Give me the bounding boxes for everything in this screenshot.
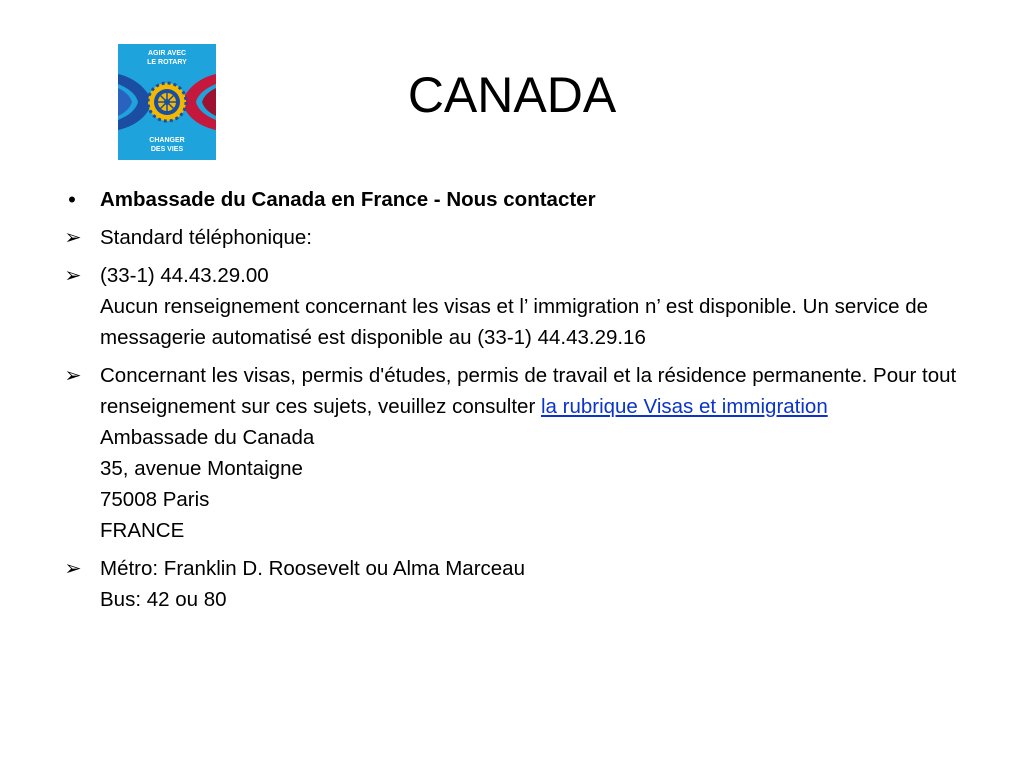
list-item-visas [60,360,965,546]
svg-text:CHANGER: CHANGER [149,137,185,144]
embassy-heading: Ambassade du Canada en France - Nous contacter [100,188,596,211]
arrow-bullet-icon: ➢ [64,264,82,287]
slide-content [60,184,965,622]
address-line: 75008 Paris [100,488,210,511]
arrow-bullet-icon: ➢ [64,364,82,387]
list-item-standard [60,222,965,253]
arrow-bullet-icon: ➢ [64,226,82,249]
slide-title: CANADA [407,67,617,123]
address-line: Ambassade du Canada [100,426,315,449]
visas-immigration-link[interactable]: la rubrique Visas et immigration [540,395,828,418]
standard-label: Standard téléphonique: [100,226,313,249]
bullet-icon: • [68,187,76,212]
list-item-phone [60,260,965,353]
phone-note: Aucun renseignement concernant les visas et l’ immigration n’ est disponible. Un service de messagerie automatisé est disponible au (33-1) 44.43.29.16 [100,295,929,349]
address-line: 35, avenue Montaigne [100,457,303,480]
bus-info: Bus: 42 ou 80 [100,588,227,611]
visas-text: Concernant les visas, permis d'études, permis de travail et la résidence permanente. Pour tout renseignement sur ces sujets, veuillez consulter [100,364,957,418]
svg-text:DES VIES: DES VIES [150,146,184,153]
address-line: FRANCE [100,519,185,542]
phone-number: (33-1) 44.43.29.00 [100,264,269,287]
svg-text:LE ROTARY: LE ROTARY [147,59,187,66]
list-item-transport [60,553,965,615]
svg-text:AGIR AVEC: AGIR AVEC [147,50,187,57]
metro-info: Métro: Franklin D. Roosevelt ou Alma Marceau [100,557,525,580]
list-item-embassy [60,184,965,215]
arrow-bullet-icon: ➢ [64,557,82,580]
